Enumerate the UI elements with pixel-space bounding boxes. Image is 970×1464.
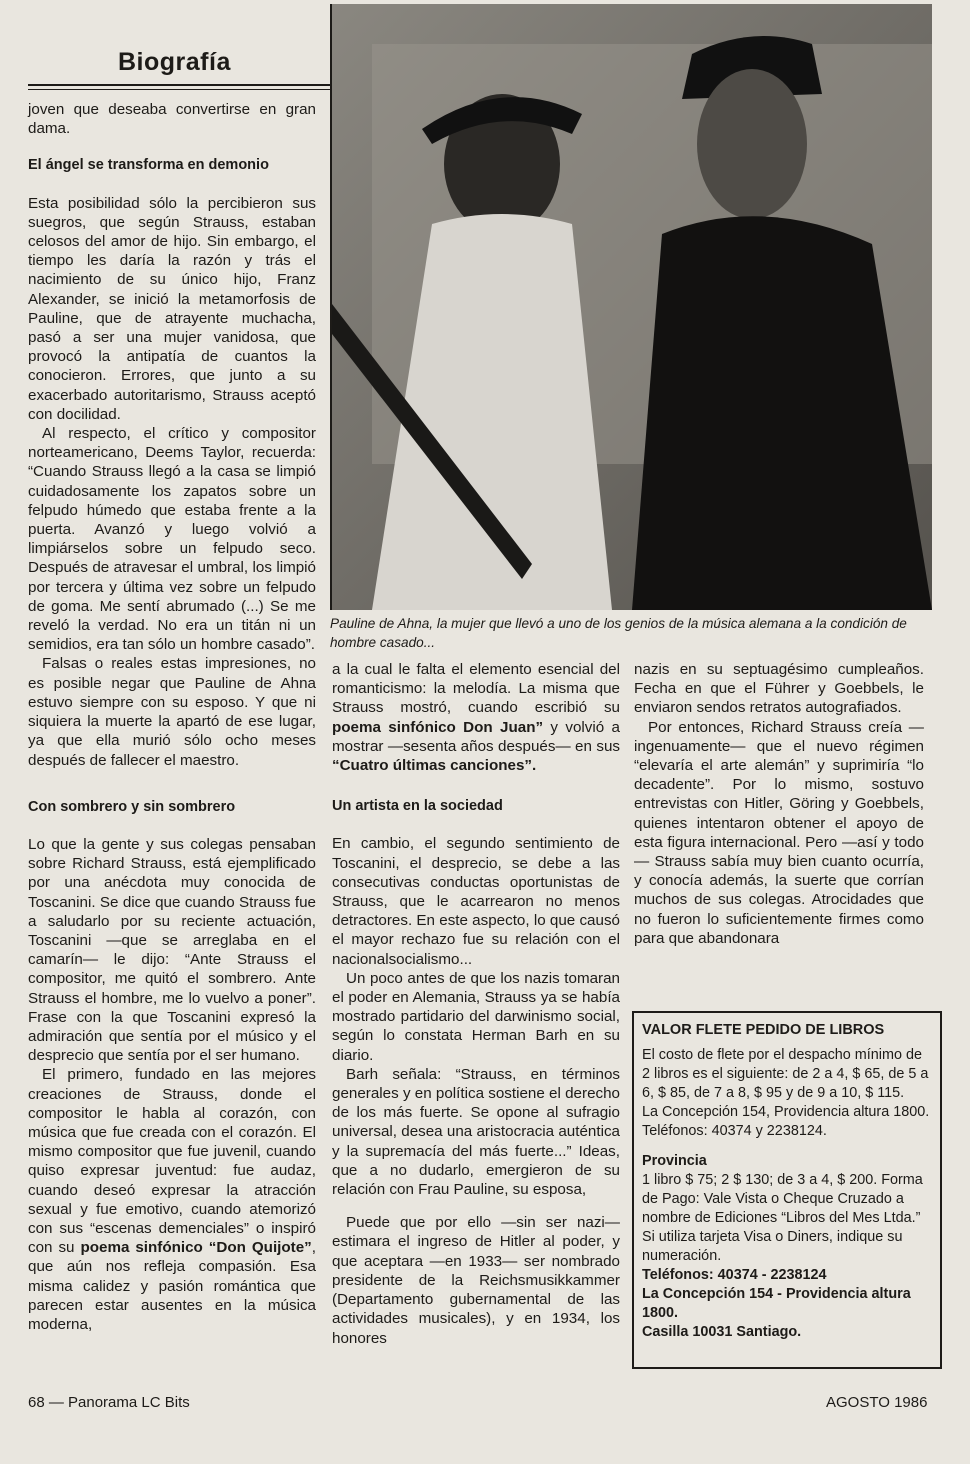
subheading: Con sombrero y sin sombrero	[28, 798, 236, 815]
photo-illustration	[332, 4, 932, 610]
paragraph: Por entonces, Richard Strauss creía —ingenuamente— que el nuevo régimen “elevaría el arte alemán” y suprimiría “lo decadente”. Por lo mismo, sostuvo entrevistas con Hitler, Göring y Goebbels, quienes intentaron obtener el apoyo de esta figura internacional. Pero —así y todo— Strauss sabía muy bien cuanto ocurría, y conocía además, la suerte que corrían muchos de sus colegas. Atrocidades que no fueron lo suficientemente firmes como para que abandonara	[634, 718, 924, 947]
paragraph: Esta posibilidad sólo la percibieron sus suegros, que según Strauss, estaban celosos del amor de hijo. Sin embargo, el tiempo les daría la razón y trás el nacimiento de su único hijo, Franz Alexander, se inició la metamorfosis de Pauline, que de atrayente muchacha, pasó a ser una mujer vanidosa, que provocó la antipatía de cuantos la conocieron. Errores, que junto a su exacerbado autoritarismo, Strauss aceptó con docilidad.	[28, 194, 316, 423]
bold-run: “Cuatro últimas canciones”.	[332, 757, 537, 775]
subheading: El ángel se transforma en demonio	[28, 157, 269, 174]
subheading: Un artista en la sociedad	[332, 798, 503, 815]
paragraph: Barh señala: “Strauss, en términos generales y en política sostiene el derecho de los más fuerte. Se opone al sufragio universal, desea una aristocracia auténtica y la supremacía del más fuerte...” Ideas, que a no dudarlo, emergieron de su relación con Frau Pauline, su esposa,	[332, 1065, 620, 1199]
page-footer-right: AGOSTO 1986	[826, 1394, 928, 1411]
paragraph: Falsas o reales estas impresiones, no es posible negar que Pauline de Ahna estuvo siempre con su esposo. Y que ni siquiera la muerte la apartó de ese lugar, ya que ella murió sólo ocho meses después de fallecer el maestro.	[28, 655, 316, 769]
page-footer-left: 68 — Panorama LC Bits	[28, 1394, 190, 1411]
header-rule	[28, 84, 330, 86]
box-title: VALOR FLETE PEDIDO DE LIBROS	[642, 1022, 885, 1038]
section-title: Biografía	[118, 48, 231, 76]
bold-run: poema sinfónico “Don Quijote”	[80, 1239, 312, 1257]
box-paragraph: 1 libro $ 75; 2 $ 130; de 3 a 4, $ 200. Forma de Pago: Vale Vista o Cheque Cruzado a nombre de Ediciones “Libros del Mes Ltda.” Si utiliza tarjeta Visa o Diners, indique su numeración.	[642, 1171, 923, 1265]
bold-run: poema sinfónico Don Juan”	[332, 718, 544, 736]
column-2	[332, 660, 620, 1348]
text-run: El primero, fundado en las mejores creaciones de Strauss, donde el compositor le habla al corazón, con música que fue creada con el corazón. El mismo compositor que fue juvenil, cuando quiso expresar juventud: fue audaz, cuando deseó expresar la atracción sexual y fue emotivo, cuando atemorizó con sus “escenas demenciales” o inspiró con su	[28, 1066, 316, 1257]
shipping-info-box	[632, 1011, 942, 1369]
photo-caption: Pauline de Ahna, la mujer que llevó a uno de los genios de la música alemana a la condición de hombre casado...	[330, 616, 907, 650]
box-paragraph: La Concepción 154, Providencia altura 1800. Teléfonos: 40374 y 2238124.	[642, 1104, 930, 1140]
paragraph: Un poco antes de que los nazis tomaran el poder en Alemania, Strauss ya se había mostrado partidario del darwinismo social, según lo constata Herman Barh en su diario.	[332, 969, 620, 1064]
text-run: , que aún nos refleja compasión. Esa misma calidez y pasión romántica que parecen estar ausentes en la música moderna,	[28, 1239, 316, 1333]
box-po-box: Casilla 10031 Santiago.	[642, 1324, 802, 1341]
column-1	[28, 100, 316, 1334]
paragraph	[28, 1065, 316, 1334]
paragraph: Al respecto, el crítico y compositor norteamericano, Deems Taylor, recuerda: “Cuando Strauss llegó a la casa se limpió cuidadosamente los zapatos sobre un felpudo húmedo que estaba frente a la puerta. Avanzó y luego volvió a limpiárselos sobre un felpudo seco. Después de atravesar el umbral, los limpió por tercera y última vez sobre un felpudo de goma. Me sentí abrumado (...) Se me reveló la verdad. No era un titán ni un semidios, era tan sólo un hombre casado”.	[28, 425, 316, 654]
paragraph: joven que deseaba convertirse en gran dama.	[28, 101, 316, 138]
box-paragraph: El costo de flete por el despacho mínimo de 2 libros es el siguiente: de 2 a 4, $ 65, de 5 a 6, $ 85, de 7 a 8, $ 95 y de 9 a 10, $ 115.	[642, 1047, 929, 1102]
paragraph: nazis en su septuagésimo cumpleaños. Fecha en que el Führer y Goebbels, le enviaron sendos retratos autografiados.	[634, 661, 924, 717]
column-3	[634, 660, 924, 948]
box-phone: Teléfonos: 40374 - 2238124	[642, 1267, 827, 1284]
paragraph: Puede que por ello —sin ser nazi— estimara el ingreso de Hitler al poder, y que aceptara —en 1933— ser nombrado presidente de la Reichsmusikkammer (Departamento gubernamental de las actividades musicales), y en 1934, los honores	[332, 1214, 620, 1347]
portrait-photo	[330, 4, 932, 610]
box-address: La Concepción 154 - Providencia altura 1800.	[642, 1286, 911, 1322]
paragraph: Lo que la gente y sus colegas pensaban sobre Richard Strauss, está ejemplificado por una anécdota muy conocida de Toscanini. Se dice que cuando Strauss fue a saludarlo por su reciente actuación, Toscanini —que se arreglaba en el camarín— le dijo: “Ante Strauss el compositor, me quitó el sombrero. Ante Strauss el hombre, me lo vuelvo a poner”. Frase con la que Toscanini expresó la admiración que sentía por el músico y el desprecio que sentía por el ser humano.	[28, 835, 316, 1065]
paragraph: En cambio, el segundo sentimiento de Toscanini, el desprecio, se debe a las consecutivas conductas oportunistas de Strauss, que le acarrearon no menos detractores. En este aspecto, lo que causó el mayor rechazo fue su relación con el nacionalsocialismo...	[332, 835, 620, 968]
text-run: y volvió a mostrar —sesenta años después— en sus	[332, 718, 620, 755]
text-run: a la cual le falta el elemento esencial del romanticismo: la melodía. La misma que Strauss mostró, cuando escribió su	[332, 661, 620, 717]
paragraph	[332, 660, 620, 775]
box-subheading: Provincia	[642, 1152, 707, 1169]
header-rule-thin	[28, 89, 330, 90]
